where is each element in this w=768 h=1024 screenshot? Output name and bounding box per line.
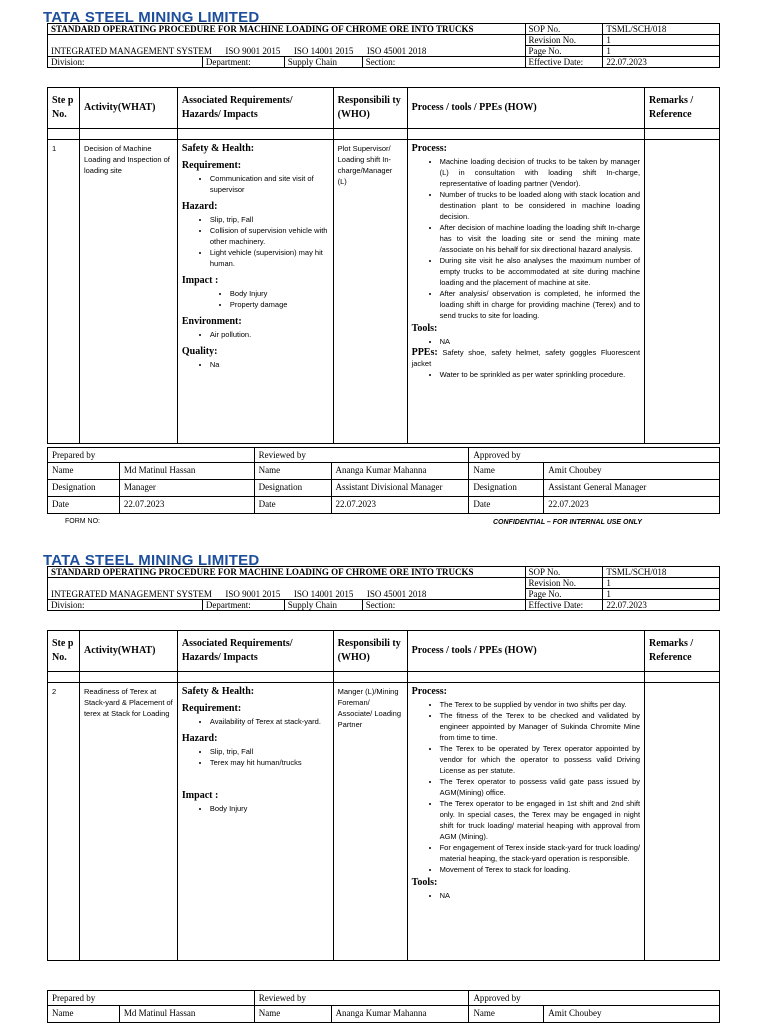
list-item: • The Terex to be supplied by vendor in two shifts per day. [440,699,640,710]
tools-list [412,890,640,901]
list-item: • The fitness of the Terex to be checked and validated by engineer appointed by Manager of Sukinda Chromite Mine from time to time. [440,710,640,743]
list-item: • After analysis/ observation is completed, he informed the loading shift in charge for providing machine (Terex) and to send trucks to site for loading. [440,288,640,321]
col-responsibility: Responsibili ty (WHO) [333,631,407,672]
list-item: • Property damage [230,299,329,310]
reviewed-name: Ananga Kumar Mahanna [331,1006,469,1023]
revision-label: Revision No. [525,35,603,46]
requirements-cell [177,683,333,961]
process-cell [407,140,644,444]
list-item: • Light vehicle (supervision) may hit human. [210,247,329,269]
sop-title: STANDARD OPERATING PROCEDURE FOR MACHINE LOADING OF CHROME ORE INTO TRUCKS [48,24,526,35]
division-label: Division: [48,600,203,611]
page-no-label: Page No. [525,46,603,57]
ims-line [48,578,526,589]
process-cell [407,683,644,961]
ims-line [48,35,526,46]
prepared-name: Md Matinul Hassan [119,1006,254,1023]
form-no: FORM NO: [65,518,100,525]
reviewed-date: 22.07.2023 [331,497,469,514]
step-number: 2 [48,683,80,961]
process-heading: Process: [411,143,447,154]
col-activity: Activity(WHAT) [79,631,177,672]
approved-by-label: Approved by [469,991,720,1006]
ppes-line: PPEs: Safety shoe, safety helmet, safety goggles Fluorescent jacket [411,347,641,368]
signoff-table [47,447,720,514]
page-no-label: Page No. [525,589,603,600]
designation-label: Designation [469,480,544,497]
department-value: Supply Chain [284,600,362,611]
environment-heading: Environment: [181,316,242,327]
col-remarks: Remarks / Reference [645,631,720,672]
list-item: • Movement of Terex to stack for loading. [440,864,640,875]
sop-no-label: SOP No. [525,24,603,35]
effective-date-label: Effective Date: [525,600,603,611]
approved-by-label: Approved by [469,448,720,463]
list-item: • Number of trucks to be loaded along with stack location and destination plant to be considered in machine loading decision. [440,189,640,222]
signoff-table [47,990,720,1023]
quality-list [182,359,329,370]
col-step: Ste p No. [48,631,80,672]
list-item: • During site visit he also analyses the maximum number of empty trucks to be accommodated at site during machine loading and the placement of machine at site. [440,255,640,288]
prepared-date: 22.07.2023 [119,497,254,514]
company-logo: TATA STEEL MINING LIMITED [43,552,260,569]
designation-label: Designation [254,480,331,497]
activity-text: Readiness of Terex at Stack-yard & Placement of terex at Stack for Loading [79,683,177,961]
reviewed-designation: Assistant Divisional Manager [331,480,469,497]
list-item: • Slip, trip, Fall [210,746,329,757]
ims-text: INTEGRATED MANAGEMENT SYSTEM ISO 9001 2015 ISO 14001 2015 ISO 45001 2018 [48,589,526,600]
section-label: Section: [362,57,525,68]
remarks-cell [645,683,720,961]
environment-list [182,329,329,340]
safety-heading: Safety & Health: [181,686,255,697]
list-item: • Body Injury [230,288,329,299]
impact-heading: Impact : [181,790,219,801]
list-item: • Collision of supervision vehicle with other machinery. [210,225,329,247]
department-label: Department: [202,600,284,611]
document-header [47,566,720,611]
name-label: Name [469,1006,544,1023]
name-label: Name [254,463,331,480]
name-label: Name [469,463,544,480]
revision-label: Revision No. [525,578,603,589]
list-item: • The Terex operator to possess valid gate pass issued by AGM(Mining) office. [440,776,640,798]
approved-name: Amit Choubey [544,463,720,480]
col-step: Ste p No. [48,88,80,129]
hazard-list [182,214,329,269]
process-list [412,156,640,321]
requirement-heading: Requirement: [181,160,242,171]
list-item: • Air pollution. [210,329,329,340]
effective-date-value: 22.07.2023 [603,600,720,611]
name-label: Name [254,1006,331,1023]
approved-designation: Assistant General Manager [544,480,720,497]
document-header [47,23,720,68]
list-item: • Terex may hit human/trucks [210,757,329,768]
list-item: • The Terex operator to be engaged in 1st shift and 2nd shift only. In special cases, the Terex may be engaged in night shift for truck loading/ material heaping with approval from AGM (Mining). [440,798,640,842]
revision-value: 1 [603,578,720,589]
process-list [412,699,640,875]
list-item: • Water to be sprinkled as per water sprinkling procedure. [440,369,640,380]
list-item: • For engagement of Terex inside stack-yard for truck loading/ material heaping, the stack-yard operation is responsible. [440,842,640,864]
col-remarks: Remarks / Reference [645,88,720,129]
department-label: Department: [202,57,284,68]
responsibility-text: Manger (L)/Mining Foreman/ Associate/ Loading Partner [333,683,407,961]
col-responsibility: Responsibili ty (WHO) [333,88,407,129]
step-number: 1 [48,140,80,444]
requirement-heading: Requirement: [181,703,242,714]
list-item: • Availability of Terex at stack-yard. [210,716,329,727]
col-requirements: Associated Requirements/ Hazards/ Impacts [177,631,333,672]
list-item: • Na [210,359,329,370]
list-item: • Body Injury [210,803,329,814]
sop-no-label: SOP No. [525,567,603,578]
approved-date: 22.07.2023 [544,497,720,514]
requirements-cell [177,140,333,444]
list-item: • NA [440,336,640,347]
tools-heading: Tools: [411,877,438,888]
prepared-by-label: Prepared by [48,448,255,463]
approved-name: Amit Choubey [544,1006,720,1023]
division-label: Division: [48,57,203,68]
effective-date-label: Effective Date: [525,57,603,68]
prepared-by-label: Prepared by [48,991,255,1006]
col-activity: Activity(WHAT) [79,88,177,129]
tools-list [412,336,640,347]
list-item: • The Terex to be operated by Terex operator appointed by vendor for which the operator to possess valid Driving License as per statute. [440,743,640,776]
date-label: Date [469,497,544,514]
page-no-value: 1 [603,46,720,57]
section-label: Section: [362,600,525,611]
sop-no-value: TSML/SCH/018 [603,567,720,578]
requirement-list [182,716,329,727]
process-heading: Process: [411,686,447,697]
hazard-heading: Hazard: [181,733,218,744]
name-label: Name [48,1006,120,1023]
effective-date-value: 22.07.2023 [603,57,720,68]
date-label: Date [48,497,120,514]
reviewed-name: Ananga Kumar Mahanna [331,463,469,480]
hazard-heading: Hazard: [181,201,218,212]
reviewed-by-label: Reviewed by [254,448,469,463]
prepared-name: Md Matinul Hassan [119,463,254,480]
col-process: Process / tools / PPEs (HOW) [407,88,644,129]
hazard-list [182,746,329,768]
reviewed-by-label: Reviewed by [254,991,469,1006]
col-process: Process / tools / PPEs (HOW) [407,631,644,672]
col-requirements: Associated Requirements/ Hazards/ Impacts [177,88,333,129]
sop-table-step-2 [47,630,720,961]
department-value: Supply Chain [284,57,362,68]
company-logo: TATA STEEL MINING LIMITED [43,9,260,26]
confidential-note: CONFIDENTIAL – FOR INTERNAL USE ONLY [493,519,642,526]
remarks-cell [645,140,720,444]
list-item: • After decision of machine loading the loading shift In-charge has to visit the loading site or send the mining mate /associate on his behalf for six directional hazard analysis. [440,222,640,255]
sop-table-step-1 [47,87,720,444]
requirement-list [182,173,329,195]
sop-no-value: TSML/SCH/018 [603,24,720,35]
date-label: Date [254,497,331,514]
list-item: • NA [440,890,640,901]
impact-list [182,288,329,310]
tools-heading: Tools: [411,323,438,334]
page-no-value: 1 [603,589,720,600]
sop-title: STANDARD OPERATING PROCEDURE FOR MACHINE LOADING OF CHROME ORE INTO TRUCKS [48,567,526,578]
quality-heading: Quality: [181,346,218,357]
safety-heading: Safety & Health: [181,143,255,154]
activity-text: Decision of Machine Loading and Inspection of loading site [79,140,177,444]
list-item: • Slip, trip, Fall [210,214,329,225]
ppes-list [412,369,640,380]
impact-heading: Impact : [181,275,219,286]
ims-text: INTEGRATED MANAGEMENT SYSTEM ISO 9001 2015 ISO 14001 2015 ISO 45001 2018 [48,46,526,57]
designation-label: Designation [48,480,120,497]
list-item: • Machine loading decision of trucks to be taken by manager (L) in consultation with loading shift In-charge, representative of loading partner (Vendor). [440,156,640,189]
name-label: Name [48,463,120,480]
prepared-designation: Manager [119,480,254,497]
list-item: • Communication and site visit of supervisor [210,173,329,195]
impact-list [182,803,329,814]
revision-value: 1 [603,35,720,46]
responsibility-text: Plot Supervisor/ Loading shift In-charge/Manager (L) [333,140,407,444]
